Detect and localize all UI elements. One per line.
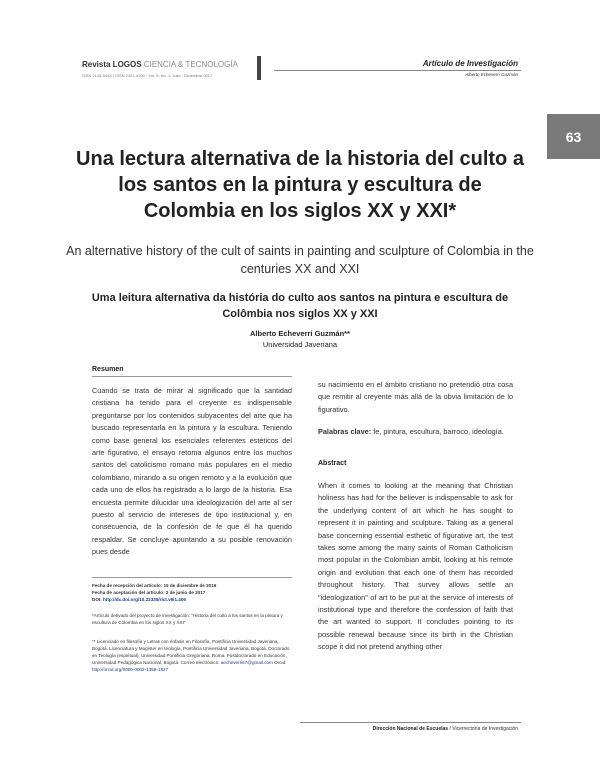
page-footer <box>373 726 518 732</box>
orcid-label: Orcid: <box>274 660 287 665</box>
title-english: An alternative history of the cult of saints in painting and sculpture of Colombia in the centuries XX and XXI <box>66 244 534 276</box>
abstract-heading: Abstract <box>318 460 347 467</box>
doi-link[interactable]: http://dx.doi.org/10.22335/rlct.v9i1.406 <box>102 597 186 602</box>
orcid-link[interactable]: http://orcid.org/0000-0002-1359-1827 <box>92 667 169 672</box>
footnote-author <box>92 638 292 673</box>
journal-issn: ISSN 2145-549X | ISSN 2422-4200 · Vol. 9, No. 1, Julio - Diciembre 2017 <box>82 73 213 78</box>
received-date: Fecha de recepción del artículo: 15 de diciembre de 2016 <box>92 583 217 588</box>
journal-accent: CIENCIA & TECNOLOGÍA <box>143 60 238 69</box>
header-right <box>423 59 518 77</box>
footnote-project: *Artículo derivado del proyecto de investigación: "Historia del culto a los santos en la pintura y escultura de Colombia en los siglos XX y XXI" <box>92 613 283 625</box>
footer-org: Dirección Nacional de Escuelas <box>372 726 449 732</box>
footnote-rule <box>92 577 292 578</box>
keywords-label: Palabras clave: <box>318 427 372 436</box>
keywords-text: fe, pintura, escultura, barroco, ideología. <box>373 427 504 436</box>
author-name: Alberto Echeverri Guzmán** <box>249 329 351 338</box>
title-spanish: Una lectura alternativa de la historia del culto a los santos en la pintura y escultura de Colombia en los siglos XX y XXI* <box>76 148 524 222</box>
email-link[interactable]: aecheverri67@gmail.com <box>220 660 273 665</box>
running-author: Alberto Echeverri Guzmán <box>465 72 518 77</box>
header-divider <box>257 56 261 80</box>
resumen-rule <box>92 376 292 377</box>
page-number: 63 <box>547 114 600 159</box>
resumen-continuation: su nacimiento en el ámbito cristiano no pretendió otra cosa que remitir al creyente más allá de la obvia limitación de lo figurativo. <box>318 380 513 414</box>
title-portuguese: Uma leitura alternativa da história do culto aos santos na pintura e escultura de Colômbia nos siglos XX y XXI <box>91 292 509 320</box>
section-label: Artículo de Investigación <box>422 59 518 68</box>
journal-name <box>82 60 238 69</box>
keywords <box>318 426 513 438</box>
author-affiliation: Universidad Javeriana <box>262 340 338 349</box>
abstract-text: When it comes to looking at the meaning that Christian holiness has had for the believer is indispensable to ask for the underlying content of art which he has sought to represent it in painting and sculpture. Taking as a general base concerning essential esthetic of figurative art, the test takes some among the many saints of Roman Catholicism most popular in the Colombian ambit, looking at his remote origin and evolution that each one of them has recorded throughout history. That survey allows settle an "ideologization" of art to be put at the service of interests of institutional type and therefore the confession of faith that the art wanted to support. It concludes pointing to its possible renewal because since its birth in the Christian scope it did not pretend anything other <box>318 481 513 652</box>
footer-sub: / Vicerrectoría de Investigación <box>449 726 518 732</box>
article-dates <box>92 582 292 603</box>
doi-label: DOI: <box>92 597 102 602</box>
footer-rule <box>300 722 521 723</box>
journal-prefix: Revista LOGOS <box>82 60 142 69</box>
accepted-date: Fecha de aceptación del artículo: 2 de junio de 2017 <box>92 590 206 595</box>
resumen-text: Cuando se trata de mirar al significado que la santidad cristiana ha tenido para el creyente es indispensable preguntarse por los contenidos subyacentes del arte que ha buscado representarla en la pintura y la escultura. Teniendo como base general los esenciales referentes estéticos del arte figurativo, el ensayo retoma algunos entre los muchos santos del catolicismo romano más populares en el medio colombiano, mirando a su origen remoto y a la evolución que cada uno de ellos ha registrado a lo largo de la historia. Esa encuesta permite dilucidar una ideologización del arte al ser puesto al servicio de intereses de tipo institucional y, en consecuencia, de la confesión de fe que él ha querido respaldar. Se concluye apuntando a su posible renovación pues desde <box>92 386 292 557</box>
resumen-heading: Resumen <box>92 366 124 373</box>
author-bio: ** Licenciado en filosofía y Letras con énfasis en Filosofía, Pontificia Universidad Javeriana, Bogotá. Licenciatura y Magíster en teología, Pontificia Universidad Javeriana, Bogotá. Doctorado en Teología (espiritual), Universidad Pontificia Gregoriana, Roma. Postdoctorado en Educación, Universidad Pedagógica Nacional, Bogotá. Correo electrónico: <box>92 639 290 665</box>
